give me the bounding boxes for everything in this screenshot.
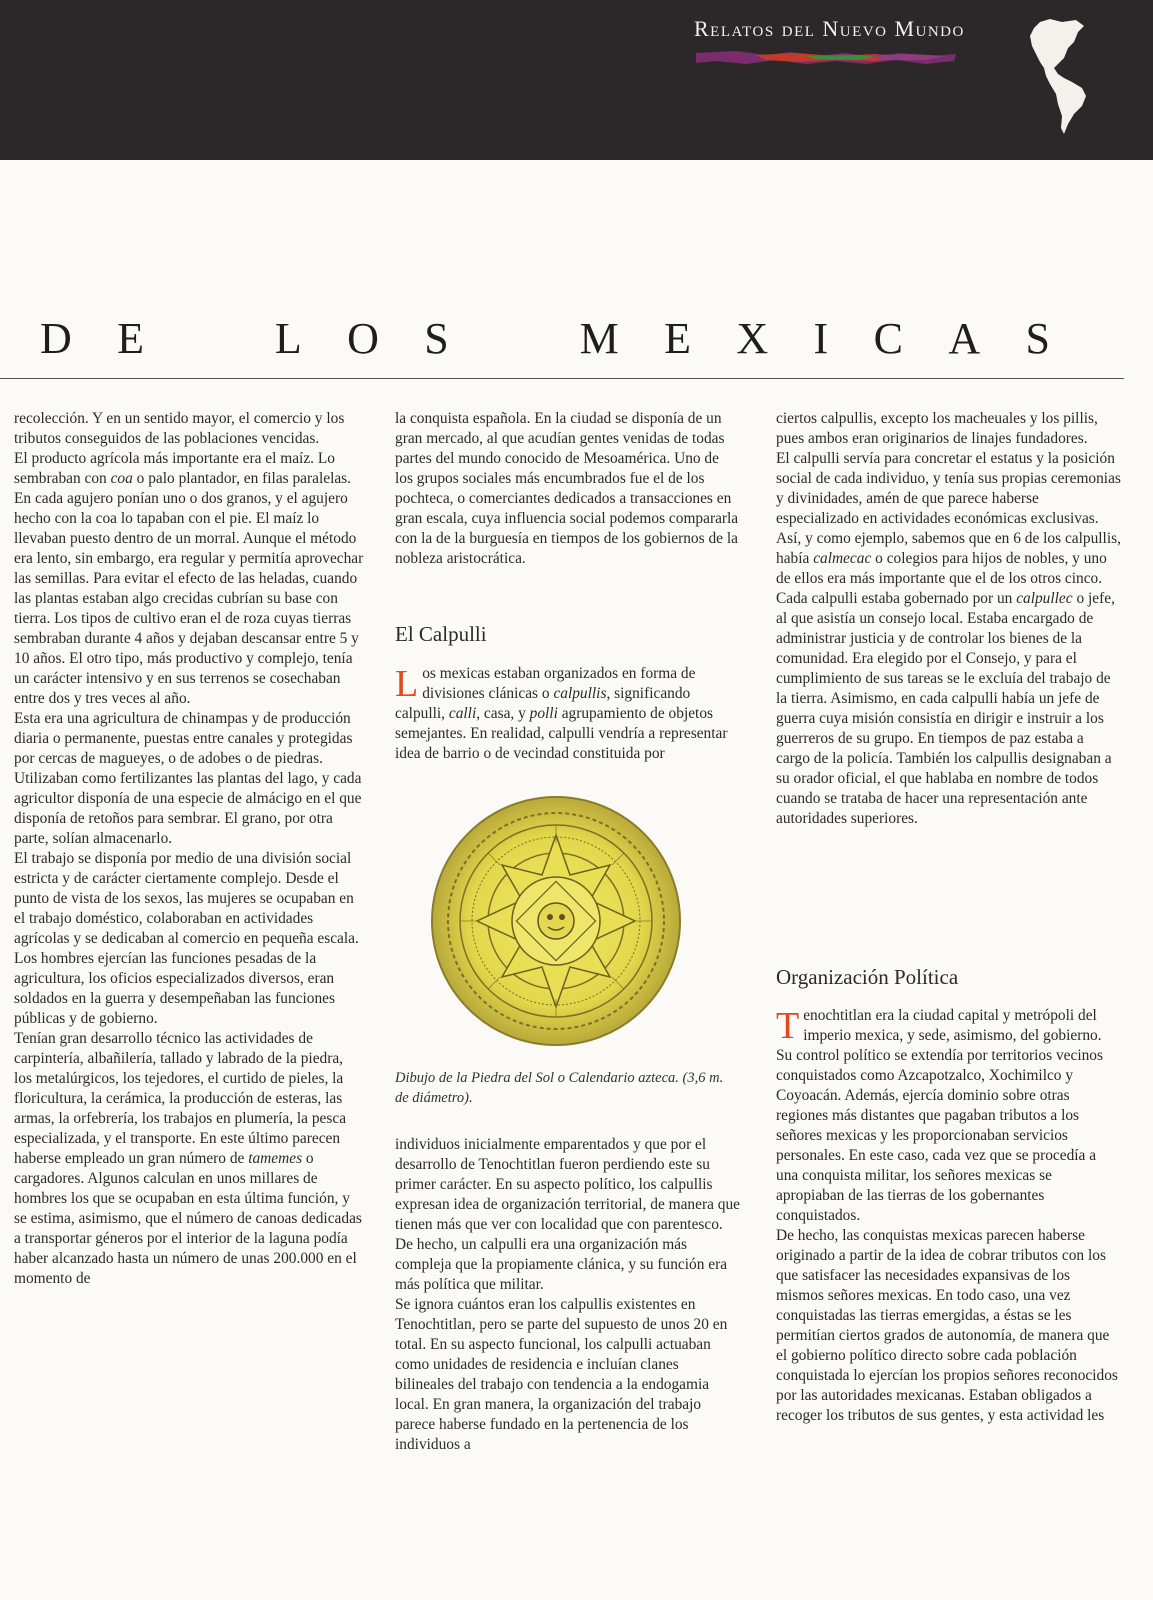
title-spacer bbox=[189, 313, 229, 365]
text-run: , casa, y bbox=[476, 705, 530, 722]
section-heading-organizacion: Organización Política bbox=[776, 965, 959, 989]
italic-term: calmecac bbox=[813, 550, 872, 567]
paragraph: ciertos calpullis, excepto los macheuales y los pillis, pues ambos eran originarios de linajes fundadores. bbox=[776, 410, 1098, 447]
column-2-top bbox=[395, 409, 740, 569]
title-letter: X bbox=[736, 314, 769, 363]
title-spacer bbox=[494, 313, 534, 365]
text-run: o palo plantador, en filas paralelas. En cada agujero ponían uno o dos granos, y el agujero hecho con la coa lo tapaban con el pie. El maíz lo llevaban puesto dentro de un morral. Aunque el método era lento, sin embargo, era regular y permitía aprovechar las semillas. Para evitar el efecto de las heladas, cuando las plantas estaban algo crecidas cubrían su base con tierra. Los tipos de cultivo eran el de roza cuyas tierras sembraban durante 4 años y dejaban descansar entre 5 y 10 años. El otro tipo, más productivo y complejo, tenía un carácter intensivo y en sus terrenos se cosechaban entre dos y tres veces al año. bbox=[14, 470, 364, 707]
title-letter: S bbox=[424, 314, 449, 363]
image-caption: Dibujo de la Piedra del Sol o Calendario azteca. (3,6 m. de diámetro). bbox=[395, 1070, 724, 1106]
piedra-del-sol-image bbox=[430, 795, 682, 1047]
title-letter: S bbox=[1025, 314, 1050, 363]
title-letter: C bbox=[873, 314, 903, 363]
title-letter: D bbox=[40, 314, 72, 363]
series-title: Relatos del Nuevo Mundo bbox=[694, 16, 965, 41]
text-run: o colegios para hijos de nobles, y uno de ellos era más importante que el de los otros cinco. bbox=[776, 550, 1107, 587]
italic-term: coa bbox=[110, 470, 133, 487]
text-run: , significando calpulli, bbox=[395, 685, 691, 722]
header-banner bbox=[0, 0, 1153, 160]
text-run: o cargadores. Algunos calculan en unos millares de hombres los que se ocupaban en esta última función, y se estima, asimismo, que el número de canoas dedicadas a transportar géneros por el interior de la laguna podía haber alcanzado hasta un número de unas 200.000 en el momento de bbox=[14, 1150, 362, 1287]
page-title bbox=[40, 313, 1050, 365]
paragraph: El trabajo se disponía por medio de una división social estricta y de carácter ciertamente complejo. Desde el punto de vista de los sexos, las mujeres se ocupaban en el trabajo doméstico, colaboraban en actividades agrícolas y se dedicaban al comercio en pequeña escala. Los hombres ejercían las funciones pesadas de la agricultura, los oficios especializados diversos, eran soldados en la guerra y desempeñaban las funciones públicas y de gobierno. bbox=[14, 850, 359, 1027]
paragraph bbox=[14, 1029, 364, 1289]
text-run: agrupamiento de objetos semejantes. En realidad, calpulli vendría a representar idea de barrio o de vecindad constituida por bbox=[395, 705, 728, 762]
italic-term: tamemes bbox=[248, 1150, 303, 1167]
text-run: Tenían gran desarrollo técnico las actividades de carpintería, albañilería, tallado y labrado de la piedra, los metalúrgicos, los tejedores, el curtido de pieles, la floricultura, la cerámica, la producción de esteras, las armas, la orfebrería, los trabajos en plumería, la pesca especializada, y el transporte. En este último parecen haberse empleado un gran número de bbox=[14, 1030, 347, 1167]
italic-term: calpullis bbox=[553, 685, 607, 702]
paragraph: De hecho, las conquistas mexicas parecen haberse originado a partir de la idea de cobrar tributos con los que satisfacer las necesidades expansivas de los mismos señores mexicas. En todo caso, una vez conquistadas las tierras emergidas, a éstas se les permitían ciertos grados de autonomía, de manera que el gobierno político directo sobre cada población conquistada lo ejercían los propios señores reconocidos por las autoridades mexicanas. Estaban obligados a recoger los tributos de sus gentes, y esta actividad les bbox=[776, 1227, 1118, 1424]
section-heading-calpulli: El Calpulli bbox=[395, 622, 487, 646]
column-2-bottom bbox=[395, 1135, 740, 1455]
paragraph bbox=[776, 449, 1121, 589]
paragraph-organizacion bbox=[776, 1006, 1121, 1426]
paragraph: Esta era una agricultura de chinampas y de producción diaria o permanente, puestas entre canales y protegidas por cercas de magueyes, o de adobes o de piedras. Utilizaban como fertilizantes las plantas del lago, y cada agricultor disponía de una especie de almácigo en el que disponía de retoños para sembrar. El grano, por otra parte, solían almacenarlo. bbox=[14, 710, 362, 847]
italic-term: calpullec bbox=[1016, 590, 1073, 607]
text-run: o jefe, al que asistía un consejo local. Estaba encargado de administrar justicia y de controlar los bienes de la comunidad. Era elegido por el Consejo, y para el cumplimiento de sus tareas se le excluía del trabajo de la tierra. Asimismo, en cada calpulli había un jefe de guerra cuya misión consistía en dirigir e instruir a los guerreros de su grupo. En tiempos de paz estaba a cargo de la policía. También los calpullis designaban a su orador oficial, el que hablaba en nombre de todos cuando se trataba de hacer una representación ante autoridades superiores. bbox=[776, 590, 1115, 827]
column-3-top bbox=[776, 409, 1121, 829]
title-letter: M bbox=[579, 314, 619, 363]
column-1 bbox=[14, 409, 364, 1289]
text-run: enochtitlan era la ciudad capital y metrópoli del imperio mexica, y sede, asimismo, del gobierno. Su control político se extendía por territorios vecinos conquistados como Azcapotzalco, Xochimilco y Coyoacán. Además, ejercía dominio sobre otras regiones más distantes que pagaban tributos a los señores mexicas y les proporcionaban servicios personales. En este caso, cada vez que se procedía a una conquista militar, los señores mexicas se apropiaban de las tierras de los gobernantes conquistados. bbox=[776, 1007, 1103, 1224]
paragraph bbox=[14, 449, 364, 709]
paragraph: Se ignora cuántos eran los calpullis existentes en Tenochtitlan, pero se parte del supuesto de unos 20 en total. En su aspecto funcional, los calpulli actuaban como unidades de residencia e incluían clanes bilineales del trabajo con tendencia a la endogamia local. En gran manera, la organización del trabajo parece haberse fundado en la pertenencia de los individuos a bbox=[395, 1296, 728, 1453]
title-letter: E bbox=[664, 314, 691, 363]
paragraph: la conquista española. En la ciudad se disponía de un gran mercado, al que acudían gentes venidas de todas partes del mundo conocido de Mesoamérica. Uno de los grupos sociales más encumbrados fue el de los pochteca, o comerciantes dedicados a transacciones en gran escala, cuya influencia social podemos compararla con la de la burguesía en tiempos de los gobiernos de la nobleza aristocrática. bbox=[395, 410, 739, 567]
title-letter: L bbox=[274, 314, 302, 363]
title-letter: O bbox=[347, 314, 379, 363]
italic-term: polli bbox=[529, 705, 558, 722]
americas-map-icon bbox=[1028, 18, 1090, 136]
text-run: os mexicas estaban organizados en forma de divisiones clánicas o bbox=[422, 665, 696, 702]
paragraph: recolección. Y en un sentido mayor, el comercio y los tributos conseguidos de las poblaciones vencidas. bbox=[14, 410, 345, 447]
paragraph-calpulli bbox=[395, 664, 740, 764]
italic-term: calli bbox=[448, 705, 477, 722]
title-letter: A bbox=[948, 314, 981, 363]
decorative-stripe bbox=[696, 51, 956, 65]
text-run: El calpulli servía para concretar el estatus y la posición social de cada individuo, y tenía sus propias ceremonias y divinidades, amén de que parece haberse especializado en actividades económicas exclusivas. Así, y como ejemplo, sabemos que en 6 de los calpullis, había bbox=[776, 450, 1121, 567]
text-run: Cada calpulli estaba gobernado por un bbox=[776, 590, 1017, 607]
drop-cap: T bbox=[776, 1005, 800, 1047]
text-run: El producto agrícola más importante era el maíz. Lo sembraban con bbox=[14, 450, 335, 487]
title-rule bbox=[0, 378, 1124, 379]
title-letter: E bbox=[117, 314, 145, 363]
title-letter: I bbox=[813, 314, 829, 363]
paragraph: individuos inicialmente emparentados y que por el desarrollo de Tenochtitlan fueron perdiendo este su primer carácter. En su aspecto político, los calpullis expresan idea de organización territorial, de manera que tienen más que ver con localidad que con parentesco. De hecho, un calpulli era una organización más compleja que la propiamente clánica, y su función era más política que militar. bbox=[395, 1136, 740, 1293]
paragraph bbox=[776, 589, 1121, 829]
drop-cap: L bbox=[395, 663, 419, 705]
